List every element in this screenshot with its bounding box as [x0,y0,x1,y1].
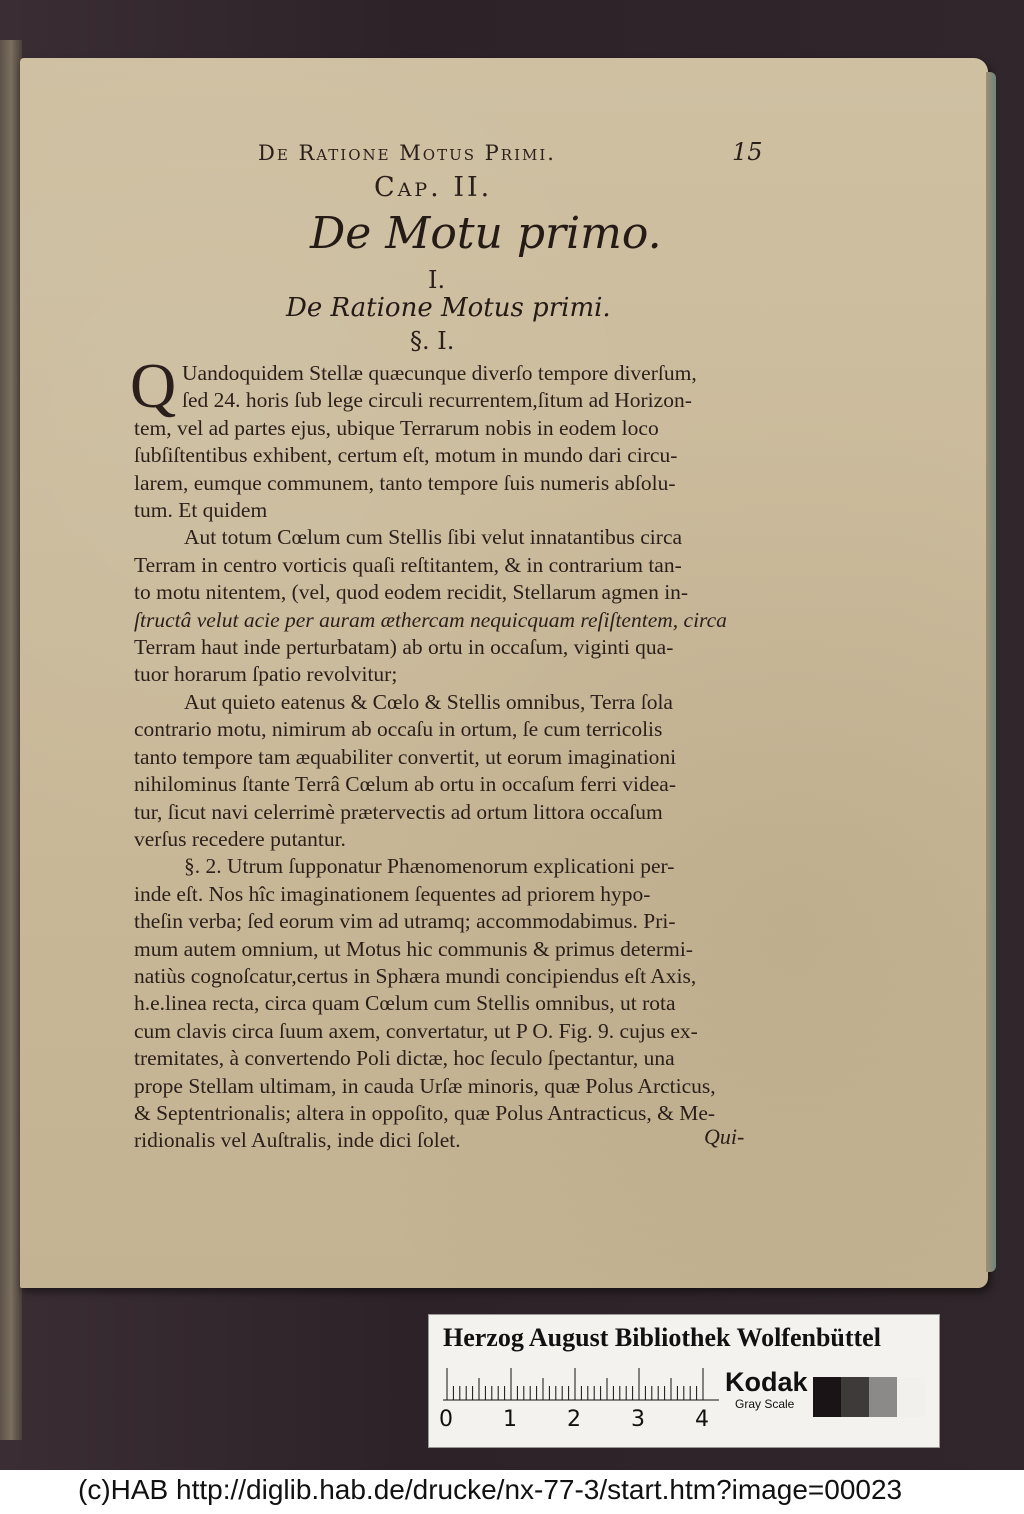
text-line: mum autem omnium, ut Motus hic communis & primus determi- [134,936,693,961]
ruler-number: 2 [567,1407,581,1432]
text-line: tur, ſicut navi celerrimè prætervectis ad ortum littora occaſum [134,799,663,824]
text-line: Terram haut inde perturbatam) ab ortu in occaſum, viginti qua- [134,635,674,660]
gray-swatch [813,1377,841,1417]
text-line: ridionalis vel Auſtralis, inde dici ſolet. [134,1128,461,1153]
text-line: larem, eumque communem, tanto tempore ſuis numeris abſolu- [134,470,676,495]
library-color-card [428,1314,940,1448]
text-line: Aut quieto eatenus & Cœlo & Stellis omnibus, Terra ſola [184,689,673,714]
ruler-numbers [439,1407,729,1437]
text-line: & Septentrionalis; altera in oppoſito, quæ Polus Antracticus, & Me- [134,1100,716,1125]
text-line: natiùs cognoſcatur,certus in Sphæra mundi concipiendus eſt Axis, [134,963,697,988]
book-spine-edge [0,40,22,1440]
running-head: De Ratione Motus Primi. [258,141,556,165]
page-edge [986,72,996,1272]
text-line: contrario motu, nimirum ab occaſu in ortum, ſe cum terricolis [134,717,663,742]
text-line: theſin verba; ſed eorum vim ad utramq; accommodabimus. Pri- [134,909,676,934]
gray-scale-swatches [813,1377,925,1417]
copyright-url: (c)HAB http://diglib.hab.de/drucke/nx-77-3/start.htm?image=00023 [78,1474,903,1505]
text-line: inde eſt. Nos hîc imaginationem ſequentes ad priorem hypo- [134,881,651,906]
text-line: tanto tempore tam æquabiliter convertit, ut eorum imaginationi [134,744,677,769]
chapter-heading: Cap. II. [374,172,493,203]
text-line: ſtructâ velut acie per auram æthercam nequicquam reſiſtentem, circa [134,607,727,632]
text-line: tum. Et quidem [134,498,268,523]
text-line: tremitates, à convertendo Poli dictæ, hoc ſeculo ſpectantur, una [134,1046,675,1071]
ruler-scale [443,1367,719,1401]
ruler-number: 1 [503,1407,517,1432]
text-line: tuor horarum ſpatio revolvitur; [134,662,398,687]
ruler-number: 3 [631,1407,645,1432]
gray-scale-label: Gray Scale [735,1397,795,1411]
gray-swatch [869,1377,897,1417]
text-line: h.e.linea recta, circa quam Cœlum cum Stellis omnibus, ut rota [134,991,676,1016]
text-line: Uandoquidem Stellæ quæcunque diverſo tempore diverſum, [182,361,697,385]
text-line: prope Stellam ultimam, in cauda Urſæ minoris, quæ Polus Arcticus, [134,1073,716,1098]
footer-bar [0,1470,1024,1514]
paragraph-mark: §. I. [410,327,455,355]
text-line: Terram in centro vorticis quaſi reſtitantem, & in contrarium tan- [134,552,682,577]
gray-swatch [841,1377,869,1417]
drop-capital: Q [130,350,177,421]
gray-swatch [897,1377,925,1417]
body-text [134,360,764,1155]
text-line: cum clavis circa ſuum axem, convertatur, ut P O. Fig. 9. cujus ex- [134,1018,698,1043]
section-title: De Ratione Motus primi. [286,293,611,323]
text-line: to motu nitentem, (vel, quod eodem recidit, Stellarum agmen in- [134,580,689,605]
text-line: ſed 24. horis ſub lege circuli recurrentem,ſitum ad Horizon- [182,388,692,413]
ruler-number: 0 [439,1407,453,1432]
kodak-logo: Kodak [725,1367,808,1397]
page-number: 15 [732,138,763,166]
text-line: nihilominus ſtante Terrâ Cœlum ab ortu in occaſum ferri videa- [134,772,677,797]
text-line: tem, vel ad partes ejus, ubique Terrarum nobis in eodem loco [134,415,659,440]
section-number: I. [428,266,446,294]
chapter-title: De Motu primo. [310,208,662,259]
library-name: Herzog August Bibliothek Wolfenbüttel [443,1323,881,1352]
text-line: §. 2. Utrum ſupponatur Phænomenorum explicationi per- [184,854,675,879]
ruler-number: 4 [695,1407,709,1432]
catchword: Qui- [704,1124,745,1149]
text-line: ſubſiſtentibus exhibent, certum eſt, motum in mundo dari circu- [134,443,678,468]
text-line: verſus recedere putantur. [134,826,346,851]
text-line: Aut totum Cœlum cum Stellis ſibi velut innatantibus circa [184,525,683,550]
